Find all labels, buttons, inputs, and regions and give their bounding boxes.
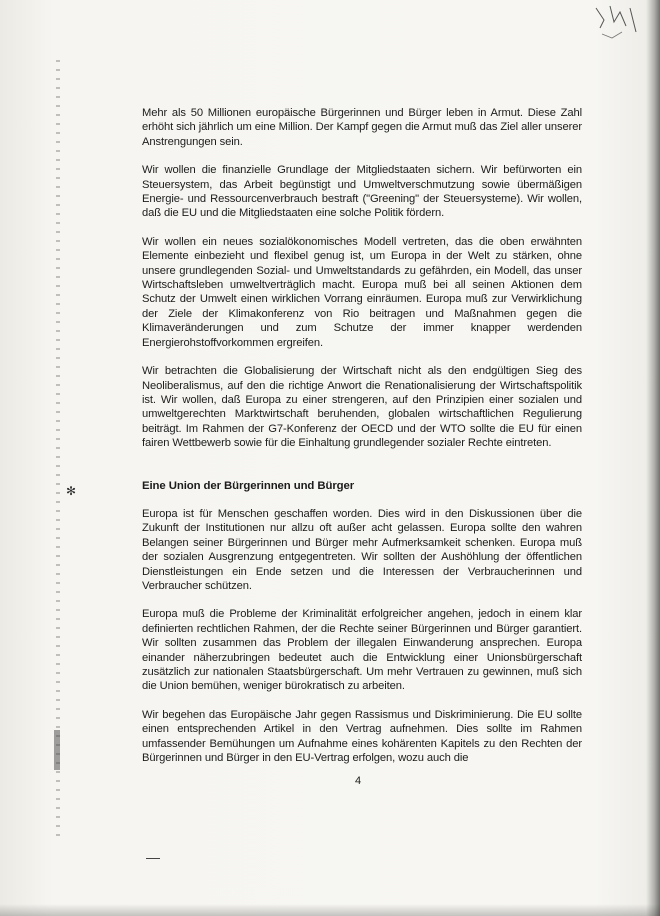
page-shadow-right: [646, 0, 660, 916]
footer-mark: [146, 858, 160, 859]
paragraph: Wir wollen die finanzielle Grundlage der Mitgliedstaaten sichern. Wir befürworten ein Steuersystem, das Arbeit begünstigt und Umweltverschmutzung sowie übermäßigen Energie- und Ressourcenverbrauch bestraft ("Greening" der Steuersysteme). Wir wollen, daß die EU und die Mitgliedstaaten eine solche Politik fördern.: [142, 164, 582, 220]
paragraph: Europa ist für Menschen geschaffen worden. Dies wird in den Diskussionen über die Zukunft der Institutionen nur allzu oft außer acht gelassen. Europa sollte den wahren Belangen seiner Bürgerinnen und Bürger mehr Aufmerksamkeit schenken. Europa muß der sozialen Ausgrenzung entgegentreten. Wir sollten der Aushöhlung der öffentlichen Dienstleistungen ein Ende setzen und die Interessen der Verbraucherinnen und Verbraucher schützen.: [142, 507, 582, 592]
page-number: 4: [355, 775, 362, 787]
page-shadow-bottom: [0, 904, 660, 916]
document-body: [142, 106, 582, 779]
binding-mark-dark: [54, 730, 60, 770]
paragraph: Wir wollen ein neues sozialökonomisches Modell vertreten, das die oben erwähnten Elemente einbezieht und flexibel genug ist, um Europa in der Welt zu stärken, ohne unsere grundlegenden Sozial- und Umweltstandards zu gefährden, ein Modell, das unser Wirtschaftsleben umweltverträglich macht. Europa muß bei all seinen Aktionen dem Schutz der Umwelt einen wirklichen Vorrang einräumen. Europa muß zur Verwirklichung der Ziele der Klimakonferenz von Rio beitragen und Maßnahmen gegen die Klimaveränderungen und zum Schutze der immer knapper werdenden Energierohstoffvorkommen ergreifen.: [142, 235, 582, 349]
binding-marks: [56, 60, 60, 840]
margin-mark-icon: ✻: [66, 484, 77, 498]
corner-scribble-icon: [592, 2, 640, 42]
section-heading: Eine Union der Bürgerinnen und Bürger: [142, 479, 355, 492]
paragraph: Wir begehen das Europäische Jahr gegen Rassismus und Diskriminierung. Die EU sollte einen entsprechenden Artikel in den Vertrag aufnehmen. Dies sollte im Rahmen umfassender Bemühungen um Aufnahme eines kohärenten Kapitels zu den Rechten der Bürgerinnen und Bürger in den EU-Vertrag erfolgen, wozu auch die: [142, 708, 582, 765]
paragraph: Europa muß die Probleme der Kriminalität erfolgreicher angehen, jedoch in einem klar definierten rechtlichen Rahmen, der die Rechte seiner Bürgerinnen und Bürger garantiert. Wir sollten zusammen das Problem der illegalen Einwanderung ansprechen. Europa einander näherzubringen bedeutet auch die Entwicklung einer Unionsbürgerschaft zusätzlich zur nationalen Staatsbürgerschaft. Um mehr Vertrauen zu gewinnen, muß sich die Union bemühen, weniger bürokratisch zu arbeiten.: [142, 608, 582, 693]
paragraph: Wir betrachten die Globalisierung der Wirtschaft nicht als den endgültigen Sieg des Neoliberalismus, auf den die richtige Anwort die Renationalisierung der Wirtschaftspolitik ist. Wir wollen, daß Europa zu einer strengeren, auf den Prinzipien einer sozialen und umweltgerechten Marktwirtschaft beruhenden, globalen wirtschaftlichen Regulierung beiträgt. Im Rahmen der G7-Konferenz der OECD und der WTO sollte die EU für einen fairen Wettbewerb sowie für die Einhaltung grundlegender sozialer Rechte eintreten.: [142, 365, 582, 450]
paragraph: Mehr als 50 Millionen europäische Bürgerinnen und Bürger leben in Armut. Diese Zahl erhöht sich jährlich um eine Million. Der Kampf gegen die Armut muß das Ziel aller unserer Anstrengungen sein.: [142, 107, 582, 148]
